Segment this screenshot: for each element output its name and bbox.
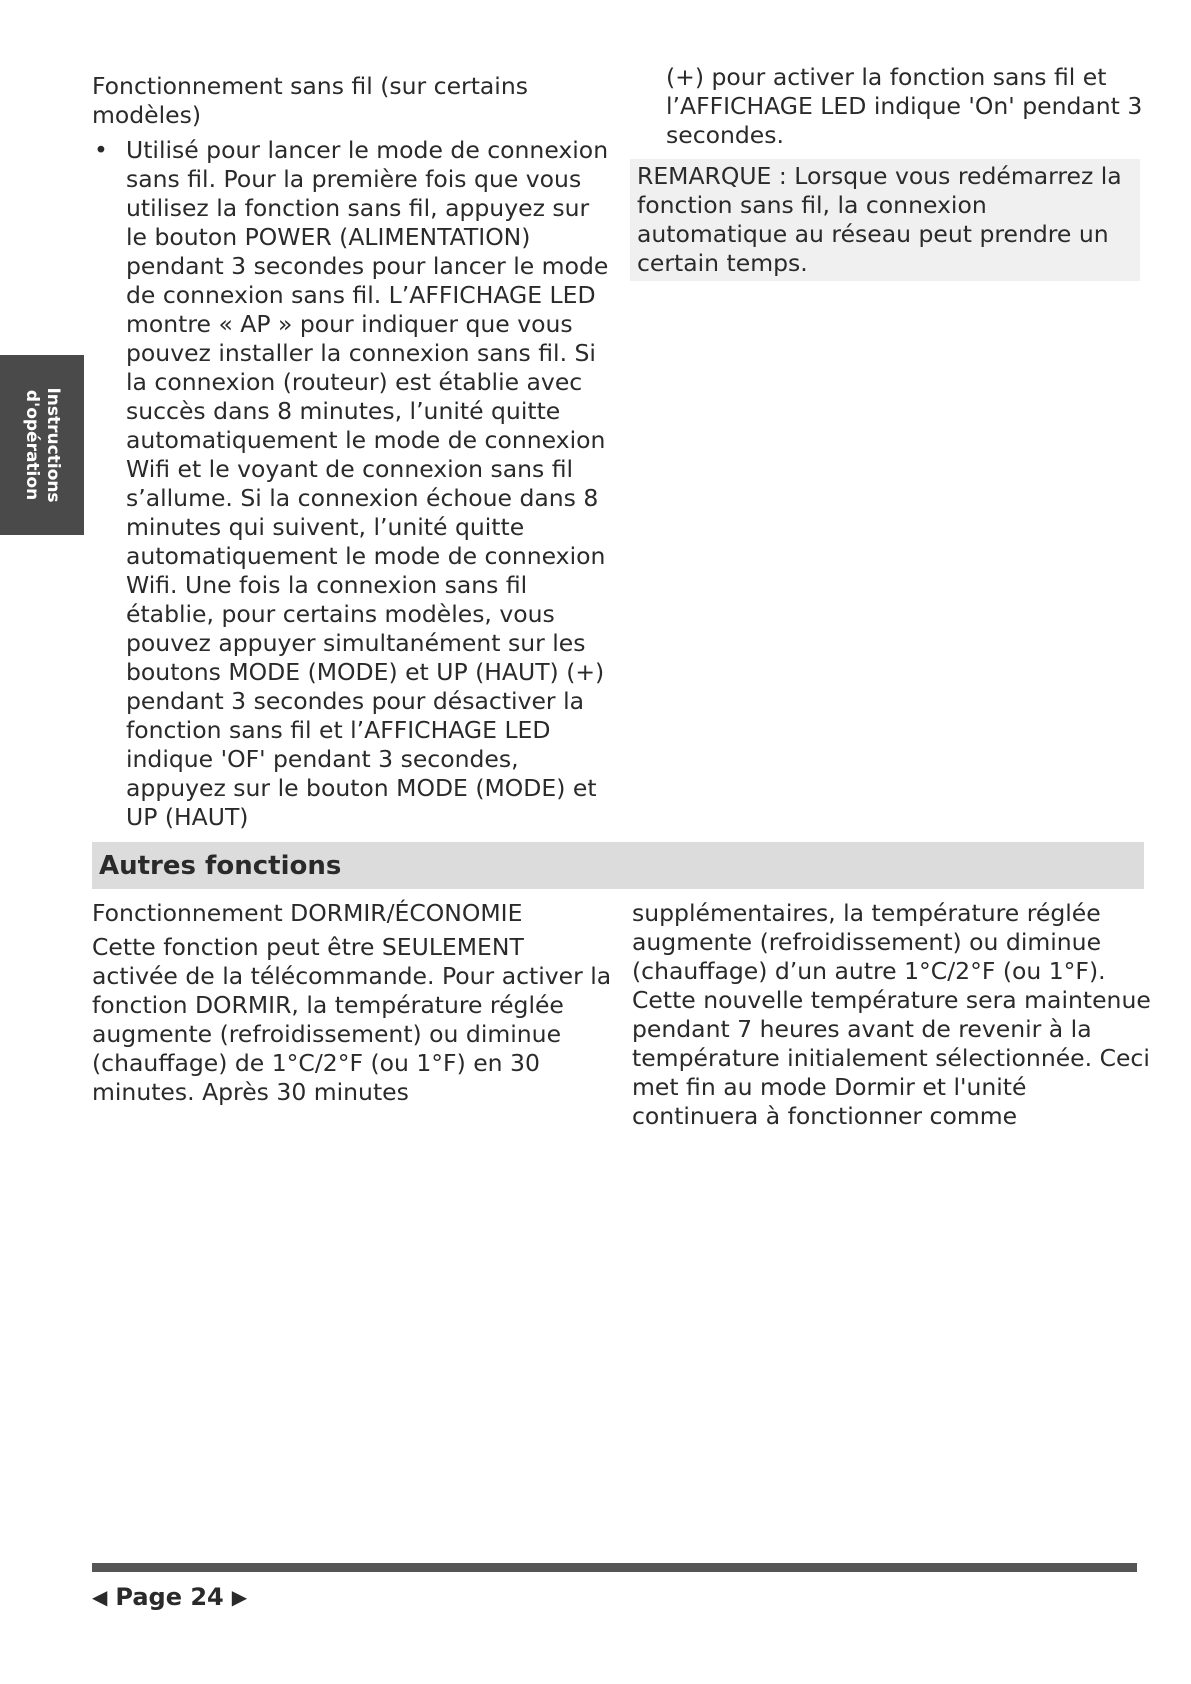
section-title: Autres fonctions <box>99 851 342 881</box>
sleep-section-right <box>632 899 1152 1131</box>
wireless-bullet <box>92 136 612 832</box>
page-number: Page 24 <box>115 1583 224 1611</box>
next-page-arrow-icon[interactable]: ▶ <box>231 1585 248 1609</box>
footer-divider <box>92 1563 1137 1572</box>
side-tab <box>0 355 84 535</box>
sleep-heading: Fonctionnement DORMIR/ÉCONOMIE <box>92 899 523 927</box>
note-text: REMARQUE : Lorsque vous redémarrez la fonction sans fil, la connexion automatique au réseau peut prendre un certain temps. <box>637 162 1122 277</box>
wireless-bullet-text: Utilisé pour lancer le mode de connexion sans fil. Pour la première fois que vous utilisez la fonction sans fil, appuyez sur le bouton POWER (ALIMENTATION) pendant 3 secondes pour lancer le mode de connexion sans fil. L’AFFICHAGE LED montre « AP » pour indiquer que vous pouvez installer la connexion sans fil. Si la connexion (routeur) est établie avec succès dans 8 minutes, l’unité quitte automatiquement le mode de connexion Wifi et le voyant de connexion sans fil s’allume. Si la connexion échoue dans 8 minutes qui suivent, l’unité quitte automatiquement le mode de connexion Wifi. Une fois la connexion sans fil établie, pour certains modèles, vous pouvez appuyer simultanément sur les boutons MODE (MODE) et UP (HAUT) (+) pendant 3 secondes pour désactiver la fonction sans fil et l’AFFICHAGE LED indique 'OF' pendant 3 secondes, appuyez sur le bouton MODE (MODE) et UP (HAUT) <box>126 136 609 831</box>
wireless-section <box>92 72 612 832</box>
wireless-continuation <box>666 63 1146 150</box>
previous-page-arrow-icon[interactable]: ◀ <box>92 1585 108 1609</box>
sleep-text-left: Cette fonction peut être SEULEMENT activée de la télécommande. Pour activer la fonction DORMIR, la température réglée augmente (refroidissement) ou diminue (chauffage) de 1°C/2°F (ou 1°F) en 30 minutes. Après 30 minutes <box>92 933 612 1106</box>
wireless-continuation-text: (+) pour activer la fonction sans fil et l’AFFICHAGE LED indique 'On' pendant 3 secondes. <box>666 63 1143 149</box>
wireless-heading: Fonctionnement sans fil (sur certains modèles) <box>92 72 528 129</box>
note-box <box>630 159 1140 281</box>
side-tab-label <box>21 387 63 502</box>
sleep-text-right: supplémentaires, la température réglée augmente (refroidissement) ou diminue (chauffage) d’un autre 1°C/2°F (ou 1°F). Cette nouvelle température sera maintenue pendant 7 heures avant de revenir à la température initialement sélectionnée. Ceci met fin au mode Dormir et l'unité continuera à fonctionner comme <box>632 899 1151 1130</box>
sleep-section-left <box>92 899 612 1107</box>
side-tab-line-1: Instructions <box>43 387 63 503</box>
side-tab-line-2: d'opération <box>22 389 42 501</box>
bullet-icon: • <box>94 136 108 164</box>
section-header <box>92 842 1144 889</box>
page-navigation <box>92 1582 247 1612</box>
